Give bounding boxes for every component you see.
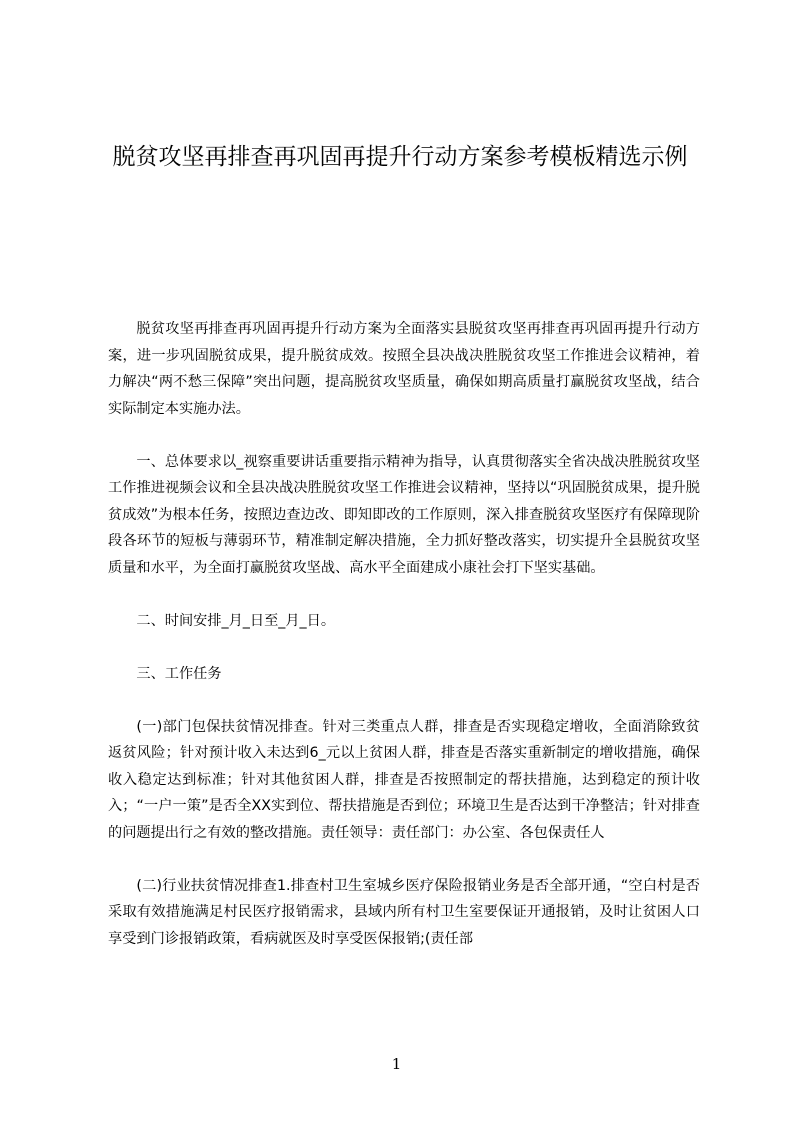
paragraph-task-2: (二)行业扶贫情况排查1.排查村卫生室城乡医疗保险报销业务是否全部开通，“空白村是否采取有效措施满足村民医疗报销需求，县域内所有村卫生室要保证开通报销，及时让贫困人口享受到门诊报销政策，看病就医及时享受医保报销;(责任部 [108,877,700,947]
page-number: 1 [391,1055,402,1073]
paragraph-intro: 脱贫攻坚再排查再巩固再提升行动方案为全面落实县脱贫攻坚再排查再巩固再提升行动方案，进一步巩固脱贫成果，提升脱贫成效。按照全县决战决胜脱贫攻坚工作推进会议精神，着力解决“两不愁三保障”突出问题，提高脱贫攻坚质量，确保如期高质量打赢脱贫攻坚战，结合实际制定本实施办法。 [108,321,700,417]
page-title: 脱贫攻坚再排查再巩固再提升行动方案参考模板精选示例 [112,144,688,170]
paragraph-tasks-heading: 三、工作任务 [136,665,222,682]
paragraph-general-requirements: 一、总体要求以_视察重要讲话重要指示精神为指导，认真贯彻落实全省决战决胜脱贫攻坚工作推进视频会议和全县决战决胜脱贫攻坚工作推进会议精神，坚持以“巩固脱贫成果，提升脱贫成效”为根本任务，按照边查边改、即知即改的工作原则，深入排查脱贫攻坚医疗有保障现阶段各环节的短板与薄弱环节，精准制定解决措施，全力抓好整改落实，切实提升全县脱贫攻坚质量和水平，为全面打赢脱贫攻坚战、高水平全面建成小康社会打下坚实基础。 [108,453,700,576]
paragraph-schedule: 二、时间安排_月_日至_月_日。 [136,612,336,629]
document-body [108,316,700,979]
paragraph-task-1: (一)部门包保扶贫情况排查。针对三类重点人群，排查是否实现稳定增收，全面消除致贫返贫风险；针对预计收入未达到6_元以上贫困人群，排查是否落实重新制定的增收措施，确保收入稳定达到标准；针对其他贫困人群，排查是否按照制定的帮扶措施，达到稳定的预计收入；“一户一策”是否全XX实到位、帮扶措施是否到位；环境卫生是否达到干净整洁；针对排查的问题提出行之有效的整改措施。责任领导：责任部门：办公室、各包保责任人 [108,718,700,841]
